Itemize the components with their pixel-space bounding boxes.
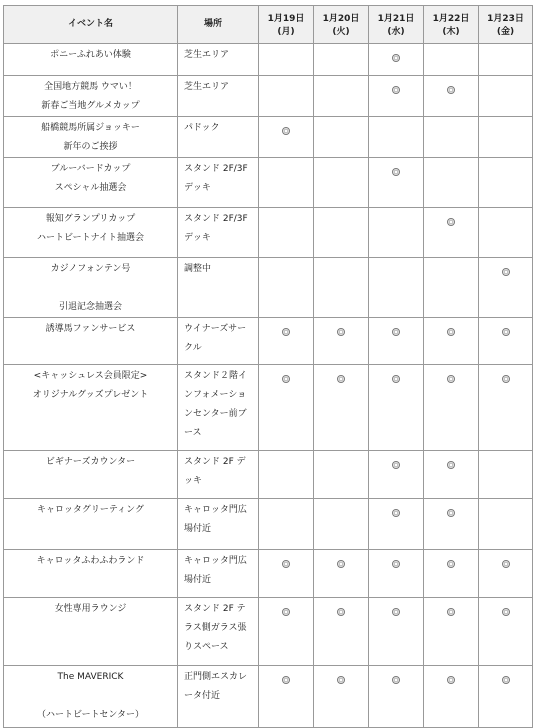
event-name-line: カジノフォンテン号: [50, 264, 131, 274]
place-cell: [178, 318, 259, 365]
day-cell: [314, 44, 369, 76]
day-cell: [369, 208, 424, 258]
place-cell: [178, 451, 259, 499]
table-row: [4, 451, 533, 499]
day-cell: [424, 208, 479, 258]
day-cell: [369, 598, 424, 666]
table-row: [4, 258, 533, 318]
held-mark-icon: [447, 461, 455, 469]
place-line: ンフォメーショ: [184, 390, 247, 400]
place-line: 芝生エリア: [184, 82, 230, 92]
event-name-cell: [4, 258, 178, 318]
day-cell: [479, 158, 533, 208]
day-cell: [259, 76, 314, 117]
event-name-cell: [4, 318, 178, 365]
day-cell: [314, 550, 369, 598]
header-day-3: [369, 6, 424, 44]
held-mark-icon: [502, 328, 510, 336]
place-cell: [178, 258, 259, 318]
table-row: [4, 318, 533, 365]
place-cell: [178, 117, 259, 158]
place-line: スタンド 2F/3F: [184, 164, 248, 174]
table-row: [4, 365, 533, 451]
held-mark-icon: [447, 560, 455, 568]
place-line: パドック: [184, 123, 220, 133]
place-line: スタンド 2F/3F: [184, 214, 248, 224]
place-line: スタンド 2F デ: [184, 457, 246, 467]
day-cell: [479, 76, 533, 117]
day-cell: [479, 318, 533, 365]
day-cell: [314, 598, 369, 666]
place-line: キャロッタ門広: [184, 556, 247, 566]
place-line: スタンド 2F テ: [184, 604, 246, 614]
held-mark-icon: [392, 168, 400, 176]
day-cell: [314, 451, 369, 499]
place-line: ンセンター前ブ: [184, 409, 247, 419]
place-cell: [178, 550, 259, 598]
held-mark-icon: [392, 676, 400, 684]
day-cell: [369, 550, 424, 598]
day-cell: [424, 258, 479, 318]
event-name-line: 新年のご挨拶: [63, 142, 118, 152]
day-cell: [259, 44, 314, 76]
held-mark-icon: [502, 268, 510, 276]
day-cell: [259, 499, 314, 550]
held-mark-icon: [282, 560, 290, 568]
held-mark-icon: [447, 86, 455, 94]
place-line: ース: [184, 428, 202, 438]
place-line: 場付近: [184, 575, 212, 585]
day-cell: [424, 318, 479, 365]
header-day-date: 1月23日: [487, 13, 524, 24]
held-mark-icon: [392, 461, 400, 469]
day-cell: [314, 76, 369, 117]
table-row: [4, 499, 533, 550]
day-cell: [424, 451, 479, 499]
day-cell: [259, 318, 314, 365]
event-name-cell: [4, 550, 178, 598]
event-name-line: 新春ご当地グルメカップ: [41, 101, 140, 111]
event-name-cell: [4, 451, 178, 499]
day-cell: [369, 451, 424, 499]
header-day-date: 1月21日: [377, 13, 415, 24]
header-day-5: [479, 6, 533, 44]
day-cell: [479, 598, 533, 666]
event-name-cell: [4, 117, 178, 158]
header-day-weekday: (木): [442, 26, 460, 37]
header-day-date: 1月19日: [267, 13, 305, 24]
day-cell: [479, 258, 533, 318]
day-cell: [479, 499, 533, 550]
table-row: [4, 76, 533, 117]
held-mark-icon: [337, 328, 345, 336]
header-place-label: 場所: [204, 19, 223, 29]
held-mark-icon: [502, 608, 510, 616]
place-cell: [178, 666, 259, 728]
day-cell: [259, 208, 314, 258]
place-line: デッキ: [184, 233, 211, 243]
place-line: キャロッタ門広: [184, 505, 247, 515]
day-cell: [424, 598, 479, 666]
place-cell: [178, 44, 259, 76]
event-name-cell: [4, 44, 178, 76]
held-mark-icon: [447, 328, 455, 336]
place-cell: [178, 598, 259, 666]
held-mark-icon: [282, 328, 290, 336]
day-cell: [314, 208, 369, 258]
place-cell: [178, 76, 259, 117]
day-cell: [369, 76, 424, 117]
table-row: [4, 598, 533, 666]
held-mark-icon: [337, 608, 345, 616]
day-cell: [424, 666, 479, 728]
event-name-line: ポニーふれあい体験: [50, 50, 131, 60]
event-name-line: 女性専用ラウンジ: [54, 604, 127, 614]
day-cell: [259, 598, 314, 666]
header-row: [4, 6, 533, 44]
header-day-weekday: (金): [496, 26, 515, 37]
table-row: [4, 117, 533, 158]
event-schedule-table: [3, 5, 533, 728]
place-cell: [178, 158, 259, 208]
held-mark-icon: [502, 375, 510, 383]
day-cell: [369, 499, 424, 550]
day-cell: [479, 44, 533, 76]
event-name-line: 全国地方競馬 ウマい！: [44, 82, 137, 92]
table-row: [4, 158, 533, 208]
place-line: りスペース: [184, 642, 229, 652]
header-day-weekday: (水): [387, 26, 405, 37]
header-day-date: 1月22日: [432, 13, 470, 24]
day-cell: [369, 44, 424, 76]
event-name-line: [4, 279, 177, 298]
place-line: デッキ: [184, 183, 211, 193]
day-cell: [314, 666, 369, 728]
day-cell: [314, 365, 369, 451]
event-name-line: （ハートビートセンター）: [36, 710, 144, 720]
event-name-line: ビギナーズカウンター: [45, 457, 136, 467]
event-name-line: 誘導馬ファンサービス: [45, 324, 136, 334]
held-mark-icon: [392, 560, 400, 568]
event-name-line: [4, 687, 177, 706]
header-day-weekday: (月): [277, 26, 295, 37]
day-cell: [259, 258, 314, 318]
held-mark-icon: [447, 608, 455, 616]
day-cell: [424, 499, 479, 550]
day-cell: [314, 117, 369, 158]
held-mark-icon: [502, 560, 510, 568]
header-day-4: [424, 6, 479, 44]
place-line: 場付近: [184, 524, 212, 534]
header-day-date: 1月20日: [322, 13, 360, 24]
held-mark-icon: [392, 608, 400, 616]
held-mark-icon: [447, 509, 455, 517]
day-cell: [259, 666, 314, 728]
held-mark-icon: [337, 560, 345, 568]
day-cell: [314, 318, 369, 365]
table-row: [4, 44, 533, 76]
event-name-cell: [4, 666, 178, 728]
day-cell: [314, 258, 369, 318]
place-line: ウイナーズサー: [184, 324, 247, 334]
held-mark-icon: [392, 509, 400, 517]
day-cell: [424, 117, 479, 158]
held-mark-icon: [502, 676, 510, 684]
schedule-table-wrapper: [3, 5, 533, 728]
event-name-line: 報知グランプリカップ: [45, 214, 136, 224]
place-line: ッキ: [184, 476, 203, 486]
event-name-line: The MAVERICK: [57, 672, 124, 682]
day-cell: [479, 451, 533, 499]
held-mark-icon: [282, 375, 290, 383]
event-name-cell: [4, 598, 178, 666]
place-cell: [178, 499, 259, 550]
event-name-line: ブルーバードカップ: [50, 164, 131, 174]
day-cell: [479, 550, 533, 598]
event-name-line: キャロッタグリーティング: [37, 505, 144, 515]
held-mark-icon: [282, 676, 290, 684]
day-cell: [479, 208, 533, 258]
held-mark-icon: [337, 676, 345, 684]
day-cell: [369, 158, 424, 208]
place-line: ータ付近: [184, 691, 221, 701]
day-cell: [369, 666, 424, 728]
header-day-2: [314, 6, 369, 44]
event-name-line: 引退記念抽選会: [58, 302, 122, 312]
held-mark-icon: [392, 54, 400, 62]
day-cell: [479, 117, 533, 158]
place-line: クル: [184, 343, 202, 353]
day-cell: [424, 365, 479, 451]
event-name-cell: [4, 158, 178, 208]
day-cell: [259, 117, 314, 158]
place-line: 調整中: [184, 264, 212, 274]
held-mark-icon: [392, 328, 400, 336]
event-name-cell: [4, 365, 178, 451]
event-name-line: <キャッシュレス会員限定>: [33, 371, 148, 381]
header-event-label: イベント名: [67, 19, 113, 29]
place-line: 正門側エスカレ: [184, 672, 248, 682]
event-name-line: 船橋競馬所属ジョッキー: [41, 123, 140, 133]
header-event: [4, 6, 178, 44]
held-mark-icon: [447, 676, 455, 684]
day-cell: [259, 550, 314, 598]
event-name-line: ハートビートナイト抽選会: [36, 233, 144, 243]
held-mark-icon: [282, 127, 290, 135]
event-name-cell: [4, 208, 178, 258]
event-name-line: キャロッタふわふわランド: [36, 556, 145, 566]
day-cell: [259, 365, 314, 451]
day-cell: [369, 365, 424, 451]
event-name-cell: [4, 499, 178, 550]
day-cell: [424, 550, 479, 598]
day-cell: [259, 451, 314, 499]
held-mark-icon: [447, 375, 455, 383]
held-mark-icon: [392, 86, 400, 94]
day-cell: [314, 499, 369, 550]
event-name-cell: [4, 76, 178, 117]
day-cell: [424, 76, 479, 117]
place-line: スタンド２階イ: [184, 371, 248, 381]
day-cell: [369, 117, 424, 158]
day-cell: [369, 258, 424, 318]
held-mark-icon: [282, 608, 290, 616]
header-place: [178, 6, 259, 44]
day-cell: [424, 44, 479, 76]
event-name-line: オリジナルグッズプレゼント: [32, 390, 149, 400]
place-cell: [178, 365, 259, 451]
table-row: [4, 666, 533, 728]
day-cell: [259, 158, 314, 208]
day-cell: [479, 666, 533, 728]
header-day-weekday: (火): [332, 26, 350, 37]
table-row: [4, 208, 533, 258]
place-line: 芝生エリア: [184, 50, 230, 60]
day-cell: [314, 158, 369, 208]
place-line: ラス側ガラス張: [184, 623, 247, 633]
table-body: [4, 44, 533, 728]
held-mark-icon: [337, 375, 345, 383]
table-row: [4, 550, 533, 598]
event-name-line: スペシャル抽選会: [54, 183, 127, 193]
day-cell: [479, 365, 533, 451]
day-cell: [424, 158, 479, 208]
held-mark-icon: [447, 218, 455, 226]
held-mark-icon: [392, 375, 400, 383]
header-day-1: [259, 6, 314, 44]
place-cell: [178, 208, 259, 258]
day-cell: [369, 318, 424, 365]
